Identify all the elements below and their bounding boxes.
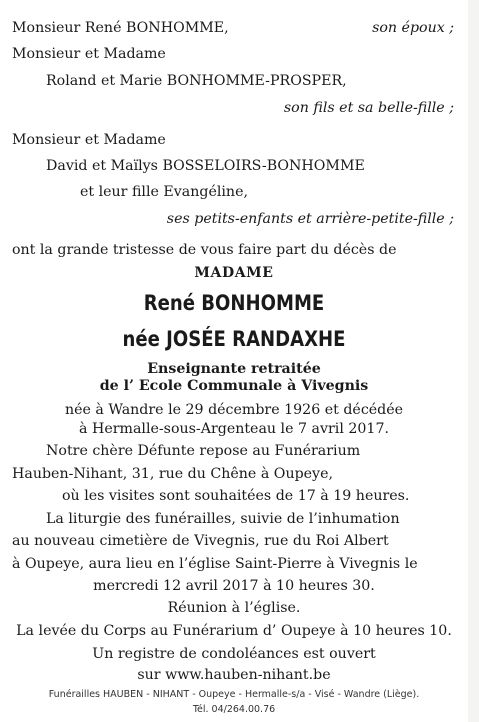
family-relation-3: ses petits-enfants et arrière-petite-fille ; <box>166 211 454 227</box>
profession-line-1: Enseignante retraitée <box>147 361 321 377</box>
family-relation: son époux ; <box>372 20 454 36</box>
body-line-1: née à Wandre le 29 décembre 1926 et décédée <box>64 402 404 418</box>
footer-address: Funérailles HAUBEN - NIHANT - Oupeye - Hermalle-s/a - Visé - Wandre (Liège). <box>48 689 420 700</box>
title-madame: MADAME <box>194 265 274 281</box>
family-line-5: Monsieur et Madame <box>12 132 166 148</box>
family-line-7: et leur fille Evangéline, <box>80 184 248 200</box>
body-line-8: à Oupeye, aura lieu en l’église Saint-Pierre à Vivegnis le <box>12 556 418 572</box>
body-line-13: sur www.hauben-nihant.be <box>137 667 331 683</box>
body-line-12: Un registre de condoléances est ouvert <box>92 646 376 662</box>
body-line-3: Notre chère Défunte repose au Funérarium <box>46 443 361 459</box>
profession-line-2: de l’ Ecole Communale à Vivegnis <box>99 378 369 394</box>
body-line-11: La levée du Corps au Funérarium d’ Oupeye à 10 heures 10. <box>16 623 452 639</box>
body-line-5: où les visites sont souhaitées de 17 à 19 heures. <box>62 488 410 504</box>
family-name: Monsieur René BONHOMME, <box>12 20 229 36</box>
body-line-6: La liturgie des funérailles, suivie de l’inhumation <box>46 511 400 527</box>
family-line-3: Roland et Marie BONHOMME-PROSPER, <box>46 73 347 89</box>
body-line-2: à Hermalle-sous-Argenteau le 7 avril 2017. <box>78 421 389 437</box>
family-line-2: Monsieur et Madame <box>12 46 166 62</box>
body-line-9: mercredi 12 avril 2017 à 10 heures 30. <box>93 578 375 594</box>
footer-phone: Tél. 04/264.00.76 <box>192 704 276 715</box>
maiden-name: née JOSÉE RANDAXHE <box>122 327 346 351</box>
family-line-1 <box>0 19 468 37</box>
deceased-name: René BONHOMME <box>143 291 325 315</box>
body-line-7: au nouveau cimetière de Vivegnis, rue du Roi Albert <box>12 533 389 549</box>
announcement: ont la grande tristesse de vous faire part du décès de <box>12 242 397 258</box>
body-line-4: Hauben-Nihant, 31, rue du Chêne à Oupeye, <box>12 466 333 482</box>
family-relation-2: son fils et sa belle-fille ; <box>283 100 454 116</box>
family-line-6: David et Maïlys BOSSELOIRS-BONHOMME <box>46 158 365 174</box>
body-line-10: Réunion à l’église. <box>167 600 301 616</box>
